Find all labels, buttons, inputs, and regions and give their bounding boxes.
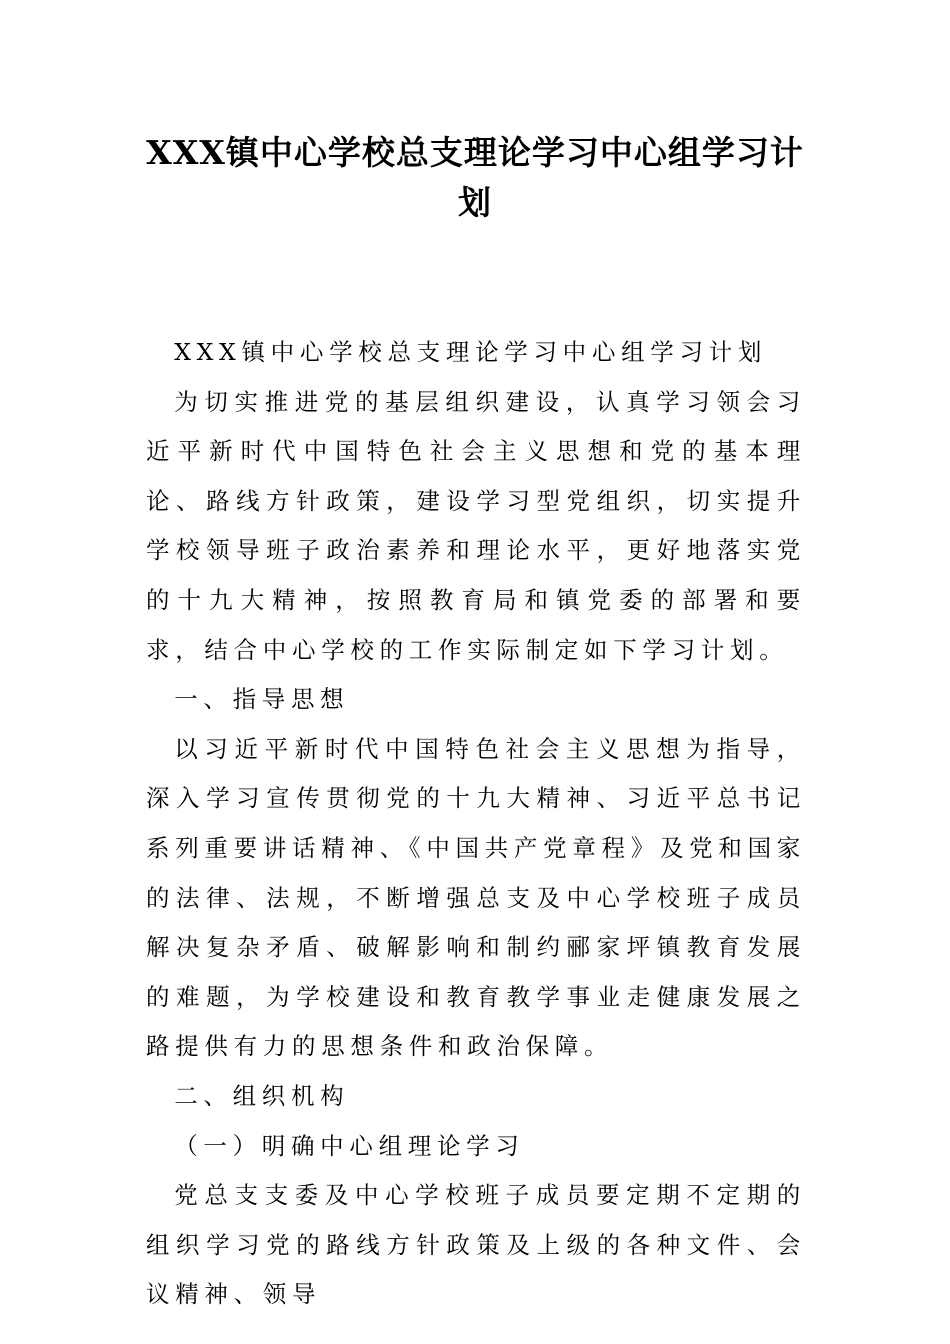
subsection-heading-study: （一）明确中心组理论学习 <box>174 1131 525 1160</box>
document-body <box>146 328 806 1320</box>
section-heading-guiding-ideology: 一、指导思想 <box>174 685 350 714</box>
guiding-ideology-paragraph: 以习近平新时代中国特色社会主义思想为指导，深入学习宣传贯彻党的十九大精神、习近平总书记系列重要讲话精神、《中国共产党章程》及党和国家的法律、法规，不断增强总支及中心学校班子成员解决复杂矛盾、破解影响和制约郦家坪镇教育发展的难题，为学校建设和教育教学事业走健康发展之路提供有力的思想条件和政治保障。 <box>146 734 806 1061</box>
subtitle-paragraph: XXX镇中心学校总支理论学习中心组学习计划 <box>174 338 768 366</box>
study-paragraph: 党总支支委及中心学校班子成员要定期不定期的组织学习党的路线方针政策及上级的各种文件、会议精神、领导 <box>146 1181 806 1309</box>
intro-paragraph: 为切实推进党的基层组织建设，认真学习领会习近平新时代中国特色社会主义思想和党的基本理论、路线方针政策，建设学习型党组织，切实提升学校领导班子政治素养和理论水平，更好地落实党的十九大精神，按照教育局和镇党委的部署和要求，结合中心学校的工作实际制定如下学习计划。 <box>146 387 806 664</box>
document-title: XXX镇中心学校总支理论学习中心组学习计划 <box>146 133 804 222</box>
section-heading-organization: 二、组织机构 <box>174 1081 350 1110</box>
